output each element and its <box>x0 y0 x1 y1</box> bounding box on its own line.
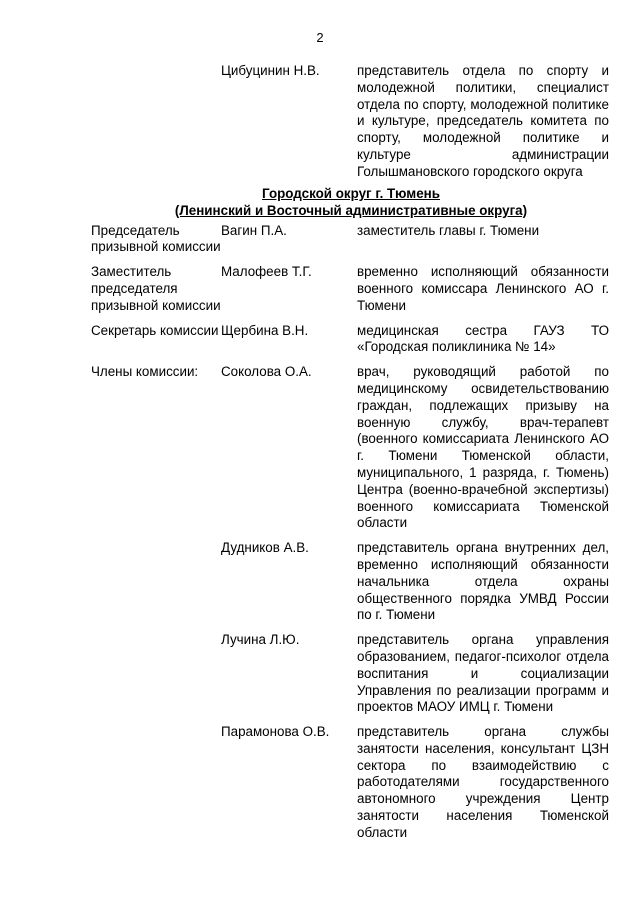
member-description: представитель органа внутренних дел, временно исполняющий обязанности начальника отдела охраны общественного порядка УМВД России по г. Тюмени <box>357 540 609 623</box>
member-name: Малофеев Т.Г. <box>221 264 312 280</box>
member-description: представитель органа управления образованием, педагог-психолог отдела воспитания и социализации Управления по реализации программ и проектов МАОУ ИМЦ г. Тюмени <box>357 632 609 715</box>
member-description: представитель отдела по спорту и молодежной политики, специалист отдела по спорту, молодежной политике и культуре, председатель комитета по спорту, молодежной политике и культуре администрации Голышмановского городского округа <box>357 63 609 179</box>
member-description: заместитель главы г. Тюмени <box>357 222 540 238</box>
commission-row <box>91 223 611 257</box>
commission-row <box>91 323 611 357</box>
member-description: представитель органа службы занятости населения, консультант ЦЗН сектора по взаимодействию с работодателями государственного автономного учреждения Центр занятости населения Тюменской области <box>357 724 609 840</box>
member-name: Щербина В.Н. <box>221 322 309 338</box>
page-number: 2 <box>316 30 324 45</box>
member-name: Вагин П.А. <box>221 222 287 238</box>
member-name: Соколова О.А. <box>221 364 312 380</box>
commission-row <box>91 540 611 624</box>
commission-row <box>91 63 611 181</box>
section-title-line2: (Ленинский и Восточный административные округа) <box>174 202 528 218</box>
member-role: Секретарь комиссии <box>91 322 219 338</box>
member-role: Заместитель председателя призывной комиссии <box>91 264 221 313</box>
member-name: Дудников А.В. <box>221 540 309 556</box>
section-title-line1: Городской округ г. Тюмень <box>262 185 440 201</box>
member-description: медицинская сестра ГАУЗ ТО «Городская поликлиника № 14» <box>357 322 609 355</box>
commission-row <box>91 264 611 314</box>
member-description: временно исполняющий обязанности военного комиссара Ленинского АО г. Тюмени <box>357 264 609 313</box>
member-name: Цибуцинин Н.В. <box>221 63 320 78</box>
section-title <box>91 185 611 219</box>
commission-list <box>91 63 611 842</box>
commission-row <box>91 364 611 532</box>
member-description: врач, руководящий работой по медицинскому освидетельствованию граждан, подлежащих призыву на военную службу, врач-терапевт (военного комиссариата Ленинского АО г. Тюмени Тюменской области, муниципального, 1 разряда, г. Тюмень) Центра (военно-врачебной экспертизы) военного комиссариата Тюменской области <box>357 364 609 531</box>
member-name: Парамонова О.В. <box>221 724 330 740</box>
commission-row <box>91 632 611 716</box>
member-role: Члены комиссии: <box>91 364 199 380</box>
member-name: Лучина Л.Ю. <box>221 632 300 648</box>
commission-row <box>91 724 611 842</box>
member-role: Председатель призывной комиссии <box>91 222 221 255</box>
